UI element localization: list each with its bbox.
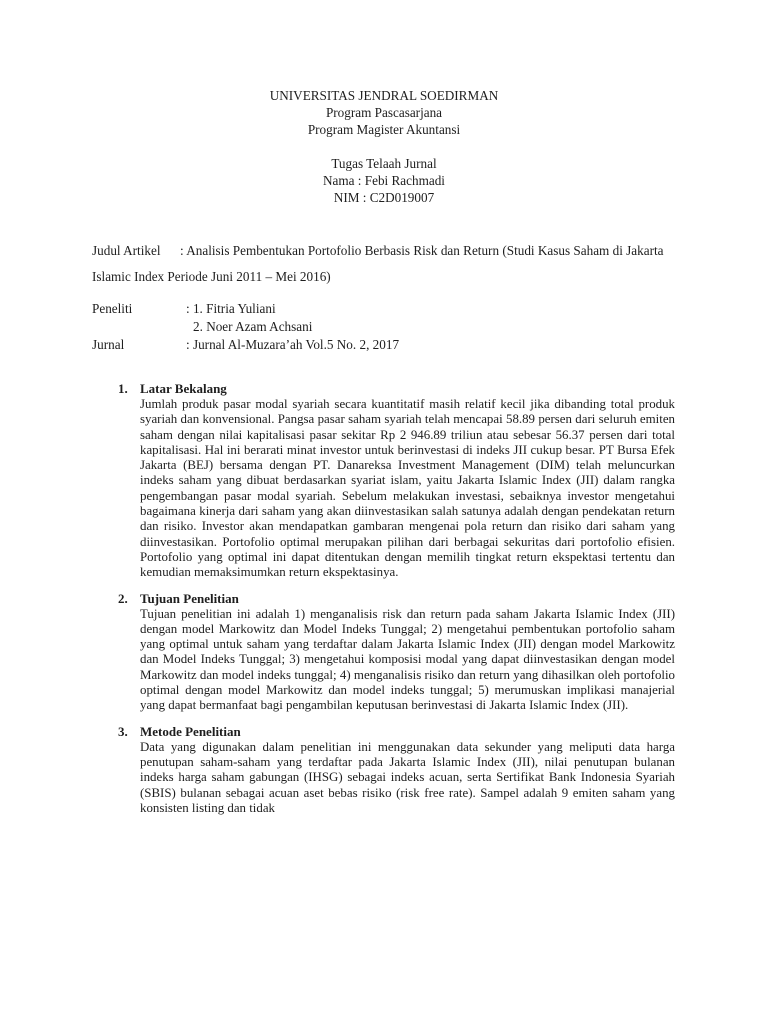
section-body: Jumlah produk pasar modal syariah secara kuantitatif masih relatif kecil jika dibanding total produk syariah dan konvensional. Pangsa pasar saham syariah telah mencapai 58.89 persen dari seluruh emiten saham dengan nilai kapitalisasi pasar sekitar Rp 2 946.89 triliun atau sebesar 56.37 persen dari total kapitalisasi. Hal ini berarati minat investor untuk berinvestasi di indeks JII cukup besar. PT Bursa Efek Jakarta (BEJ) bersama dengan PT. Danareksa Investment Management (DIM) telah meluncurkan indeks saham yang dibuat berdasarkan syariat islam, yaitu Jakarta Islamic Index (JII) dalam rangka pengembangan pasar modal syariah. Sebelum melakukan investasi, sebaiknya investor mengetahui bagaimana kinerja dari saham yang akan diinvestasikan salah satunya adalah dengan pendekatan return dan risiko. Investor akan mendapatkan gambaran mengenai pola return dan risiko dari saham yang diinvestasikan. Portofolio optimal merupakan pilihan dari berbagai sekuritas dari portofolio efisien. Portofolio yang optimal ini dapat ditentukan dengan memilih tingkat return ekspektasi tertentu dan kemudian memaksimumkan return ekspektasinya. <box>140 397 675 580</box>
section-number: 2. <box>118 590 128 606</box>
researcher-1: : 1. Fitria Yuliani <box>186 301 276 316</box>
researcher-row <box>92 300 672 318</box>
student-name: Nama : Febi Rachmadi <box>323 173 445 188</box>
document-header <box>0 87 768 206</box>
researcher-label: Peneliti <box>92 301 133 316</box>
section-title: Metode Penelitian <box>140 723 241 739</box>
section-body: Tujuan penelitian ini adalah 1) menganalisis risk dan return pada saham Jakarta Islamic Index (JII) dengan model Markowitz dan Model Indeks Tunggal; 2) mengetahui pembentukan portofolio saham yang optimal untuk saham yang terdaftar dalam Jakarta Islamic Index (JII) dengan model Markowitz dan Model Indeks Tunggal; 3) mengetahui komposisi modal yang dapat diinvestasikan dengan model Markowitz dan model indeks tunggal; 4) menganalisis risiko dan return yang dihasilkan oleh portofolio optimal dengan model Markowitz dan model indeks tunggal; 5) merumuskan implikasi manajerial yang dapat bermanfaat bagi pengambilan keputusan berinvestasi di Jakarta Islamic Index (JII). <box>140 606 675 713</box>
section-body: Data yang digunakan dalam penelitian ini menggunakan data sekunder yang meliputi data harga penutupan saham-saham yang terdaftar pada Jakarta Islamic Index (JII), nilai penutupan bulanan indeks harga saham gabungan (IHSG) sebagai indeks acuan, serta Sertifikat Bank Indonesia Syariah (SBIS) bulanan sebagai acuan aset bebas risiko (risk free rate). Sampel adalah 9 emiten saham yang konsisten listing dan tidak <box>140 739 675 815</box>
section-number: 3. <box>118 723 128 739</box>
article-meta <box>92 300 672 354</box>
researcher-2: 2. Noer Azam Achsani <box>193 319 313 334</box>
empty-label <box>92 318 186 336</box>
section-method <box>118 724 675 816</box>
task-title: Tugas Telaah Jurnal <box>331 156 437 171</box>
section-title: Latar Bekalang <box>140 381 227 396</box>
section-objective <box>118 591 675 714</box>
program-name: Program Pascasarjana <box>325 105 443 120</box>
magister-program: Program Magister Akuntansi <box>307 122 461 137</box>
university-name: UNIVERSITAS JENDRAL SOEDIRMAN <box>269 88 499 103</box>
section-title: Tujuan Penelitian <box>140 590 239 606</box>
researcher-row-2 <box>92 318 672 336</box>
journal-row <box>92 336 672 354</box>
article-title-label: Judul Artikel <box>92 243 161 258</box>
article-title-block <box>92 238 672 290</box>
header-spacer <box>0 138 768 155</box>
student-nim: NIM : C2D019007 <box>333 190 435 205</box>
section-number: 1. <box>118 381 128 396</box>
journal-name: : Jurnal Al-Muzara’ah Vol.5 No. 2, 2017 <box>186 337 400 352</box>
sections-list <box>118 381 675 826</box>
article-title-text: : Analisis Pembentukan Portofolio Berbasis Risk dan Return (Studi Kasus Saham di Jakarta Islamic Index Periode Juni 2011 – Mei 2016) <box>92 243 664 284</box>
section-background <box>118 381 675 581</box>
journal-label: Jurnal <box>92 337 125 352</box>
